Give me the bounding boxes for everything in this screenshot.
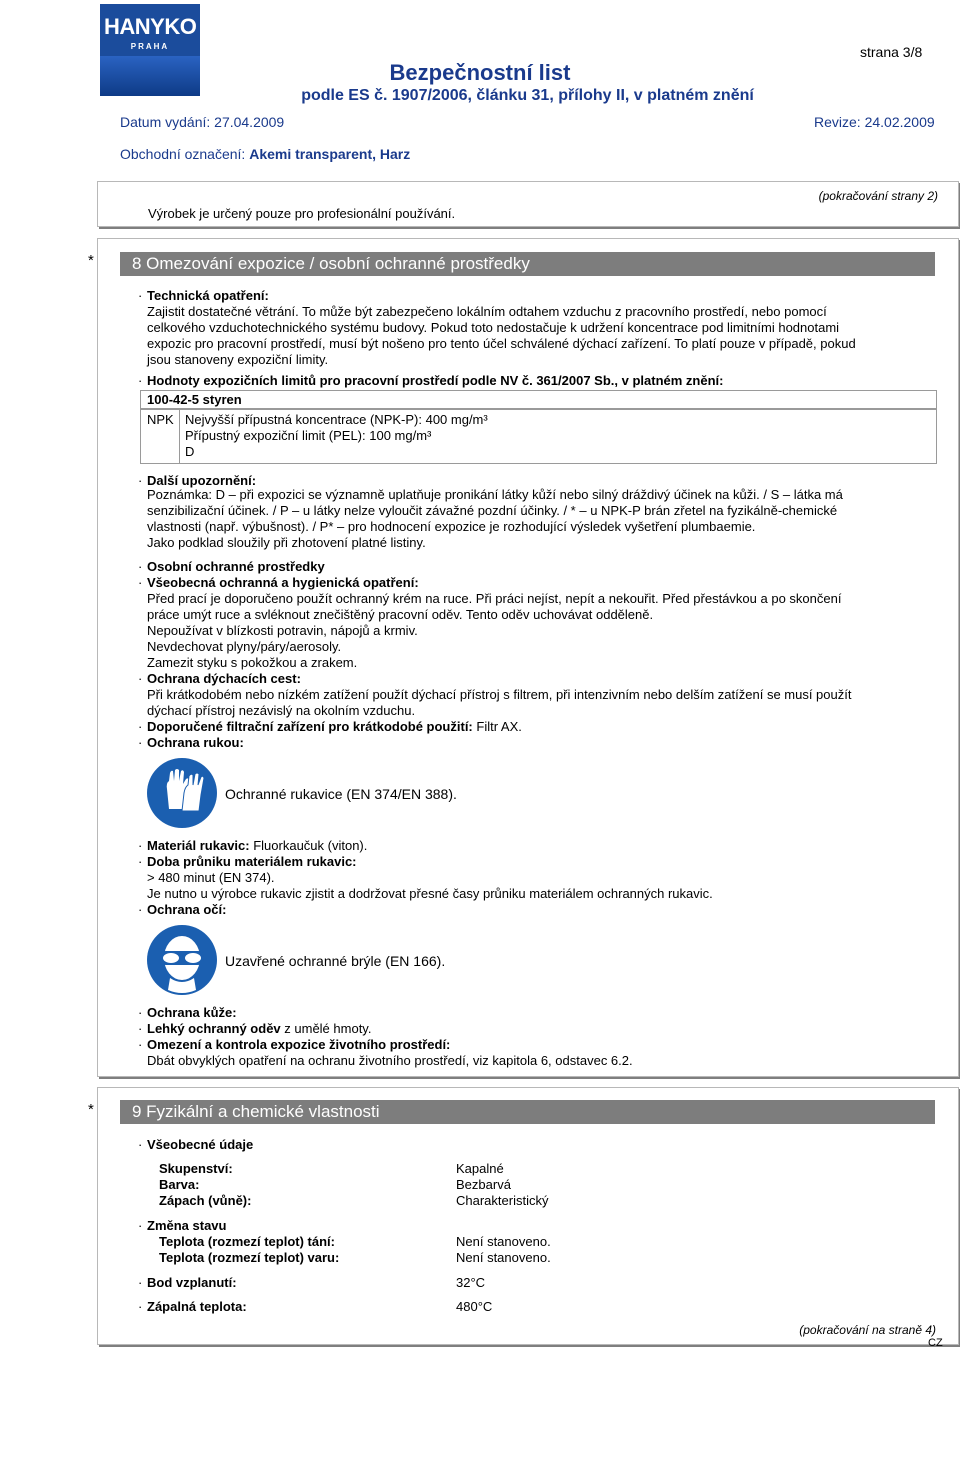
env-text: Dbát obvyklých opatření na ochranu životního prostředí, viz kapitola 6, odstavec 6.2.	[147, 1053, 633, 1068]
state-prop-value: Není stanoveno.	[456, 1250, 551, 1265]
filter-value: Filtr AX.	[472, 719, 522, 734]
state-label: Změna stavu	[147, 1218, 227, 1233]
material-value: Fluorkaučuk (viton).	[249, 838, 368, 853]
gloves-text: Ochranné rukavice (EN 374/EN 388).	[225, 786, 457, 802]
tech-line: celkového vzduchotechnického systému budovy. Pokud toto nedostačuje k udržení koncentrace pod limitními hodnotami	[147, 320, 840, 335]
logo-sub: PRAHA	[130, 42, 170, 51]
continuation-box	[97, 181, 959, 227]
general-label: Všeobecné údaje	[147, 1137, 254, 1152]
page-number: strana 3/8	[860, 44, 923, 60]
ppe-label: Osobní ochranné prostředky	[147, 559, 325, 574]
skin-label: Ochrana kůže:	[147, 1005, 237, 1020]
doc-subtitle: podle ES č. 1907/2006, článku 31, přílohy II, v platném znění	[301, 87, 754, 104]
prop-value: Kapalné	[456, 1161, 504, 1176]
tech-line: Zajistit dostatečné větrání. To může být zabezpečeno lokálním odtahem vzduchu z pracovního prostředí, nebo pomocí	[147, 304, 827, 319]
body-label: Lehký ochranný oděv	[147, 1021, 281, 1036]
professional-use-note: Výrobek je určený pouze pro profesionální používání.	[148, 206, 456, 221]
cas-label: 100-42-5 styren	[147, 392, 242, 407]
env-label: Omezení a kontrola expozice životního prostředí:	[147, 1037, 451, 1052]
npk-label: NPK	[147, 412, 174, 427]
hygiene-line: Nevdechovat plyny/páry/aerosoly.	[147, 639, 342, 654]
hygiene-line: práce umýt ruce a svléknout znečištěný pracovní oděv. Tento oděv uchovávat odděleně.	[147, 607, 654, 622]
filter-row	[147, 719, 937, 735]
breakthrough-line: Je nutno u výrobce rukavic zjistit a dodržovat přesné časy průniku materiálem ochranných rukavic.	[147, 886, 713, 901]
prop-label: Barva:	[159, 1177, 200, 1192]
revision-date: Revize: 24.02.2009	[814, 114, 935, 130]
breakthrough-label: Doba průniku materiálem rukavic:	[147, 854, 357, 869]
eyes-label: Ochrana očí:	[147, 902, 227, 917]
tech-line: jsou stanoveny expoziční limity.	[147, 352, 329, 367]
logo-text: HANYKO	[104, 14, 197, 39]
section8-change-mark: *	[88, 252, 94, 269]
tech-line: expozic pro pracovní prostředí, musí být nošeno pro tento účel schválené dýchací zařízení. To platí pouze v případě, pokud	[147, 336, 856, 351]
notes-line: Jako podklad sloužily při zhotovení platné listiny.	[147, 535, 426, 550]
hygiene-line: Zamezit styku s pokožkou a zrakem.	[147, 655, 358, 670]
prop-value: Bezbarvá	[456, 1177, 511, 1192]
limit-line: Nejvyšší přípustná koncentrace (NPK-P): 400 mg/m³	[185, 412, 488, 427]
notes-label: Další upozornění:	[147, 473, 257, 488]
notes-line: Poznámka: D – při expozici se významně uplatňuje pronikání látky kůží nebo silný dráždivý účinek na kůži. / S – látka má	[147, 487, 843, 502]
doc-title: Bezpečnostní list	[389, 60, 571, 85]
goggles-icon	[146, 924, 218, 996]
resp-line: dýchací přístroj nezávislý na okolním vzduchu.	[147, 703, 416, 718]
language-code: CZ	[928, 1337, 943, 1349]
material-row	[147, 838, 937, 854]
continuation-note: (pokračování strany 2)	[818, 189, 938, 203]
issue-date: Datum vydání: 27.04.2009	[120, 114, 285, 130]
hygiene-line: Nepoužívat v blízkosti potravin, nápojů a krmiv.	[147, 623, 418, 638]
filter-label: Doporučené filtrační zařízení pro krátkodobé použití:	[147, 719, 473, 734]
body-row	[147, 1021, 937, 1037]
breakthrough-line: > 480 minut (EN 374).	[147, 870, 275, 885]
limits-npk-row	[140, 408, 937, 464]
section8-title: 8 Omezování expozice / osobní ochranné prostředky	[120, 252, 935, 276]
body-value: z umělé hmoty.	[280, 1021, 372, 1036]
limit-line: Přípustný expoziční limit (PEL): 100 mg/m³	[185, 428, 432, 443]
flash-value: 32°C	[456, 1275, 486, 1290]
hygiene-label: Všeobecná ochranná a hygienická opatření:	[147, 575, 419, 590]
continued-note: (pokračování na straně 4)	[799, 1323, 936, 1337]
limits-suffix: , v platném znění:	[614, 373, 724, 388]
limits-cas-row	[140, 390, 937, 410]
state-prop-label: Teplota (rozmezí teplot) varu:	[159, 1250, 340, 1265]
trade-name	[120, 146, 410, 162]
gloves-icon	[146, 757, 218, 829]
limits-label: Hodnoty expozičních limitů pro pracovní prostředí podle NV č. 361/2007 Sb.	[147, 373, 615, 388]
goggles-text: Uzavřené ochranné brýle (EN 166).	[225, 953, 446, 969]
ignition-value: 480°C	[456, 1299, 493, 1314]
state-prop-value: Není stanoveno.	[456, 1234, 551, 1249]
flash-label: Bod vzplanutí:	[147, 1275, 237, 1290]
resp-line: Při krátkodobém nebo nízkém zatížení použít dýchací přístroj s filtrem, při intenzivním nebo delším zatížení se musí použít	[147, 687, 852, 702]
trade-name-value: Akemi transparent, Harz	[249, 146, 411, 162]
limits-heading	[147, 373, 937, 389]
tech-measures-label: Technická opatření:	[147, 288, 269, 303]
prop-label: Skupenství:	[159, 1161, 233, 1176]
resp-label: Ochrana dýchacích cest:	[147, 671, 301, 686]
ignition-label: Zápalná teplota:	[147, 1299, 247, 1314]
notes-line: vlastnosti (např. výbušnost). / P* – pro hodnocení expozice je rozhodující výsledek vyšetření plumbaemie.	[147, 519, 756, 534]
hands-label: Ochrana rukou:	[147, 735, 244, 750]
limit-line: D	[185, 444, 195, 459]
material-label: Materiál rukavic:	[147, 838, 250, 853]
section9-change-mark: *	[88, 1101, 94, 1118]
notes-line: senzibilizační účinek. / P – u látky nelze vyloučit závažné pozdní účinky. / * – u NPK-P brán zřetel na fyzikálně-chemické	[147, 503, 838, 518]
section9-title: 9 Fyzikální a chemické vlastnosti	[120, 1100, 935, 1124]
prop-value: Charakteristický	[456, 1193, 549, 1208]
state-prop-label: Teplota (rozmezí teplot) tání:	[159, 1234, 335, 1249]
prop-label: Zápach (vůně):	[159, 1193, 252, 1208]
trade-name-label: Obchodní označení:	[120, 146, 246, 162]
hygiene-line: Před prací je doporučeno použít ochranný krém na ruce. Při práci nejíst, nepít a nekouřit. Před přestávkou a po skončení	[147, 591, 842, 606]
